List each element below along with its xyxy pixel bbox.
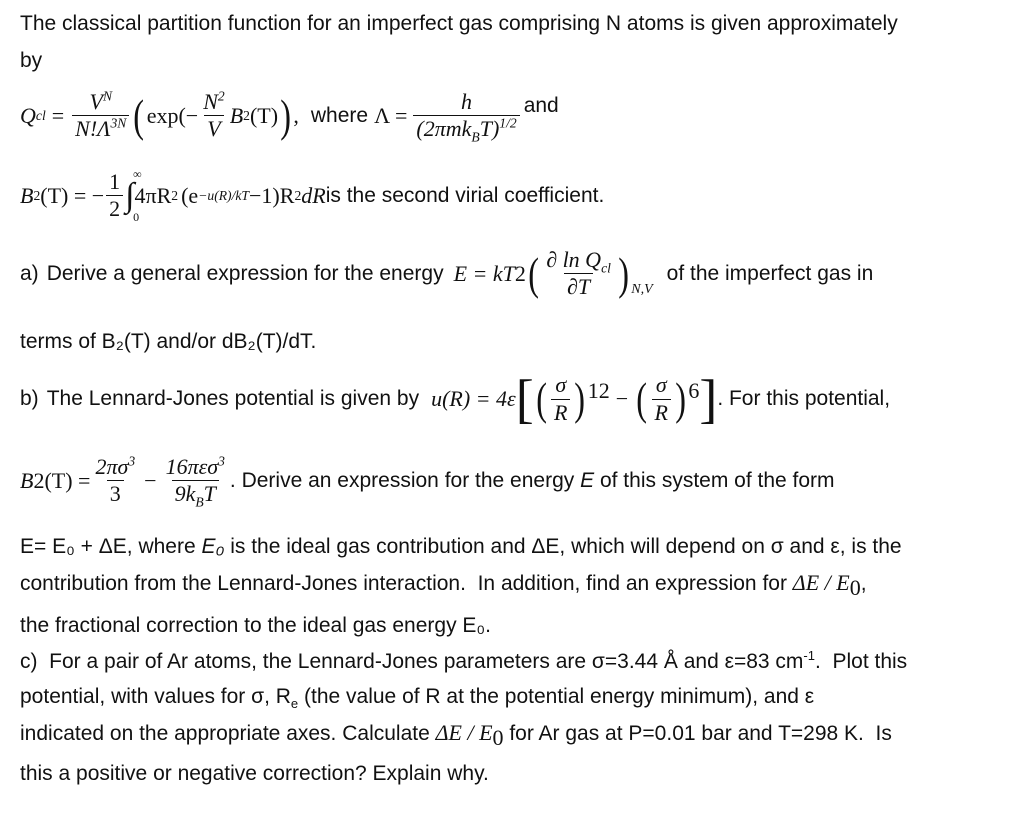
part-b-line-5: the fractional correction to the ideal gas energy E₀. xyxy=(20,614,491,637)
intro-line-2: by xyxy=(20,49,43,72)
integral-sign: ∫ ∞ 0 xyxy=(125,166,142,224)
partition-function-equation: Q cl = $\frac{V^N}{N!\Lambda^{3N}}$ ( exp(− $\frac{N^2}{V}$ B 2 (T) ) , where Λ = $\frac{h}{(2\pi mk_BT)^{1/2}}$ and xyxy=(20,88,559,145)
q-symbol: Q xyxy=(20,102,36,128)
part-a-line-2: terms of B₂(T) and/or dB₂(T)/dT. xyxy=(20,330,317,353)
virial-coefficient-equation: B 2 (T) = − $\frac{1}{2}$ ∫ ∞ 0 4πR 2 (e −u(R)/kT −1)R 2 dR is the second virial coefficient. xyxy=(20,166,605,224)
n2-over-v-fraction: $\frac{N^2}{V}$ xyxy=(203,88,225,142)
and-text: and xyxy=(523,93,559,117)
part-b-question: b) The Lennard-Jones potential is given by u(R) = 4ε [ ( $\frac{\sigma}{R}$ ) $^{12}$ − ( $\frac{\sigma}{R}$ ) $^6$ ] . For this potential, xyxy=(20,369,891,429)
lambda-fraction: $\frac{h}{(2\pi mk_BT)^{1/2}}$ xyxy=(413,90,519,141)
part-a-question: a) Derive a general expression for the energy E = kT 2 ( $\frac{\partial \ln Q_{cl}}{\partial T}$ ) N,V of the imperfect gas in xyxy=(20,247,874,300)
where-text: where xyxy=(310,103,369,127)
sigma-over-r-fraction-1: $\frac{\sigma}{R}$ xyxy=(551,373,570,424)
derivative-fraction: $\frac{\partial \ln Q_{cl}}{\partial T}$ xyxy=(546,247,611,300)
part-b-b2-line: B 2 (T) = $\frac{2\pi\sigma^3}{3}$ − $\frac{16\pi\varepsilon\sigma^3}{9k_BT}$ . Derive an expression for the energy E of this system of the form xyxy=(20,453,835,510)
b2-fraction-1: $\frac{2\pi\sigma^3}{3}$ xyxy=(95,453,136,507)
virial-description: is the second virial coefficient. xyxy=(325,183,605,207)
part-b-line-4: contribution from the Lennard-Jones interaction. In addition, find an expression for ΔE / $E_0$, xyxy=(20,570,867,601)
sigma-over-r-fraction-2: $\frac{\sigma}{R}$ xyxy=(652,373,671,424)
part-c-line-1: c) For a pair of Ar atoms, the Lennard-Jones parameters are σ=3.44 Å and ε=83 $cm^{-1}$. Plot this xyxy=(20,648,908,673)
intro-line-1: The classical partition function for an imperfect gas comprising N atoms is given approximately xyxy=(20,12,898,35)
part-c-line-3: indicated on the appropriate axes. Calculate ΔE / $E_0$ for Ar gas at P=0.01 bar and T=298 K. Is xyxy=(20,720,892,751)
part-b-label: b) xyxy=(20,387,39,410)
one-half-fraction: $\frac{1}{2}$ xyxy=(106,170,123,221)
part-c-line-4: this a positive or negative correction? Explain why. xyxy=(20,762,489,785)
part-b-line-3: E= E₀ + ΔE, where E₀ is the ideal gas contribution and ΔE, which will depend on σ and ε, is the xyxy=(20,535,902,558)
part-a-label: a) xyxy=(20,261,39,285)
b2-fraction-2: $\frac{16\pi\varepsilon\sigma^3}{9k_BT}$ xyxy=(165,453,225,510)
v-over-n-fraction: $\frac{V^N}{N!\Lambda^{3N}}$ xyxy=(72,90,129,141)
part-c-line-2: potential, with values for σ, $R_e$ (the value of R at the potential energy minimum), and ε xyxy=(20,685,815,712)
